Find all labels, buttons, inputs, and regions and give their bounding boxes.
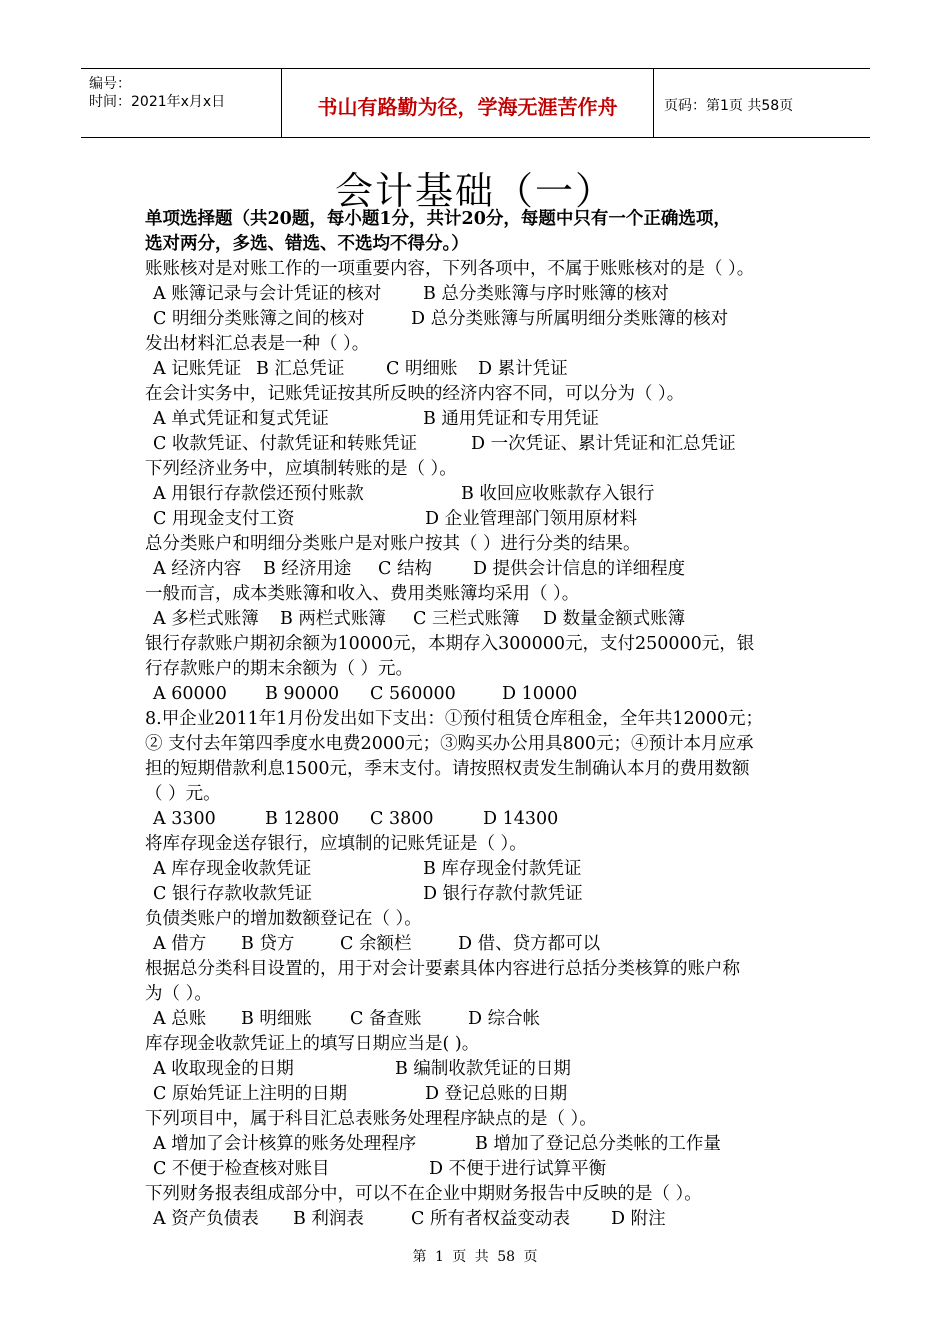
question-text-line: 担的短期借款利息1500元，季末支付。请按照权责发生制确认本月的费用数额 bbox=[145, 759, 750, 779]
answer-option: B 利润表 bbox=[293, 1209, 364, 1229]
answer-option: C 明细账 bbox=[386, 359, 458, 379]
answer-option: A 库存现金收款凭证 bbox=[153, 859, 312, 879]
answer-option: B 明细账 bbox=[241, 1009, 312, 1029]
section-heading-line-1: 单项选择题（共20题，每小题1分，共计20分，每题中只有一个正确选项， bbox=[145, 209, 731, 229]
question-text-line: 在会计实务中，记账凭证按其所反映的经济内容不同，可以分为（ ）。 bbox=[145, 384, 685, 404]
answer-option: B 两栏式账簿 bbox=[280, 609, 386, 629]
answer-option: C 3800 bbox=[370, 809, 434, 829]
answer-option: C 所有者权益变动表 bbox=[411, 1209, 570, 1229]
answer-option: B 12800 bbox=[265, 809, 340, 829]
answer-option: A 增加了会计核算的账务处理程序 bbox=[153, 1134, 417, 1154]
doc-code-label: 编号： bbox=[89, 76, 131, 92]
header-motto: 书山有路勤为径，学海无涯苦作舟 bbox=[317, 95, 618, 119]
question-text-line: 下列财务报表组成部分中，可以不在企业中期财务报告中反映的是（ ）。 bbox=[145, 1184, 702, 1204]
answer-option: B 增加了登记总分类帐的工作量 bbox=[475, 1134, 721, 1154]
question-text-line: 账账核对是对账工作的一项重要内容，下列各项中，不属于账账核对的是（ ）。 bbox=[145, 259, 755, 279]
answer-option: A 借方 bbox=[153, 934, 207, 954]
answer-option: A 账簿记录与会计凭证的核对 bbox=[153, 284, 382, 304]
answer-option: D 借、贷方都可以 bbox=[458, 934, 601, 954]
answer-option: A 收取现金的日期 bbox=[153, 1059, 294, 1079]
answer-options-row bbox=[145, 432, 825, 457]
question-text-line: 根据总分类科目设置的，用于对会计要素具体内容进行总括分类核算的账户称 bbox=[145, 959, 740, 979]
doc-date-label: 时间：2021年x月x日 bbox=[89, 94, 226, 110]
answer-options-row bbox=[145, 1157, 825, 1182]
answer-options-row bbox=[145, 882, 825, 907]
question-text-line: 银行存款账户期初余额为10000元，本期存入300000元，支付250000元，银 bbox=[145, 634, 755, 654]
question-text-line: 下列经济业务中，应填制转账的是（ ）。 bbox=[145, 459, 457, 479]
question-list bbox=[145, 257, 825, 1232]
question-text-line: 为（ ）。 bbox=[145, 984, 212, 1004]
answer-option: A 经济内容 bbox=[153, 559, 242, 579]
answer-option: C 银行存款收款凭证 bbox=[153, 884, 312, 904]
answer-option: D 数量金额式账簿 bbox=[543, 609, 686, 629]
answer-option: C 用现金支付工资 bbox=[153, 509, 295, 529]
answer-option: A 多栏式账簿 bbox=[153, 609, 259, 629]
answer-option: B 库存现金付款凭证 bbox=[423, 859, 582, 879]
answer-options-row bbox=[145, 682, 825, 707]
answer-option: C 结构 bbox=[378, 559, 432, 579]
header-page-info: 页码：第1页 共58页 bbox=[664, 98, 794, 114]
answer-option: B 通用凭证和专用凭证 bbox=[423, 409, 599, 429]
answer-option: C 备查账 bbox=[350, 1009, 422, 1029]
section-heading-line-2: 选对两分，多选、错选、不选均不得分。） bbox=[145, 234, 469, 254]
answer-option: D 总分类账簿与所属明细分类账簿的核对 bbox=[411, 309, 729, 329]
answer-option: A 用银行存款偿还预付账款 bbox=[153, 484, 364, 504]
answer-options-row bbox=[145, 857, 825, 882]
answer-options-row bbox=[145, 1082, 825, 1107]
question-text-line: 8.甲企业2011年1月份发出如下支出：①预付租赁仓库租金，全年共12000元； bbox=[145, 709, 764, 729]
answer-option: D 附注 bbox=[611, 1209, 666, 1229]
answer-option: B 汇总凭证 bbox=[256, 359, 345, 379]
document-body bbox=[145, 207, 825, 1232]
answer-option: D 登记总账的日期 bbox=[425, 1084, 568, 1104]
page-footer: 第 1 页 共 58 页 bbox=[412, 1249, 538, 1265]
answer-options-row bbox=[145, 1007, 825, 1032]
question-text-line: 发出材料汇总表是一种（ ）。 bbox=[145, 334, 370, 354]
answer-option: C 不便于检查核对账目 bbox=[153, 1159, 330, 1179]
answer-option: A 3300 bbox=[153, 809, 216, 829]
answer-option: D 10000 bbox=[502, 684, 578, 704]
header-page-cell bbox=[654, 69, 870, 137]
question-text-line: 下列项目中，属于科目汇总表账务处理程序缺点的是（ ）。 bbox=[145, 1109, 597, 1129]
answer-options-row bbox=[145, 407, 825, 432]
answer-option: A 记账凭证 bbox=[153, 359, 242, 379]
answer-option: A 单式凭证和复式凭证 bbox=[153, 409, 329, 429]
answer-option: B 经济用途 bbox=[263, 559, 352, 579]
header-motto-cell bbox=[282, 69, 654, 137]
question-text-line: 将库存现金送存银行，应填制的记账凭证是（ ）。 bbox=[145, 834, 527, 854]
answer-option: B 贷方 bbox=[241, 934, 295, 954]
answer-option: C 余额栏 bbox=[340, 934, 412, 954]
answer-options-row bbox=[145, 507, 825, 532]
answer-option: A 60000 bbox=[153, 684, 227, 704]
answer-options-row bbox=[145, 932, 825, 957]
question-text-line: 库存现金收款凭证上的填写日期应当是( )。 bbox=[145, 1034, 480, 1054]
answer-option: D 综合帐 bbox=[468, 1009, 541, 1029]
answer-option: B 总分类账簿与序时账簿的核对 bbox=[423, 284, 669, 304]
answer-options-row bbox=[145, 1132, 825, 1157]
answer-option: D 提供会计信息的详细程度 bbox=[473, 559, 686, 579]
question-text-line: ② 支付去年第四季度水电费2000元；③购买办公用具800元；④预计本月应承 bbox=[145, 734, 754, 754]
answer-option: C 明细分类账簿之间的核对 bbox=[153, 309, 365, 329]
answer-option: D 一次凭证、累计凭证和汇总凭证 bbox=[471, 434, 736, 454]
answer-option: C 三栏式账簿 bbox=[413, 609, 520, 629]
answer-options-row bbox=[145, 807, 825, 832]
answer-option: A 资产负债表 bbox=[153, 1209, 259, 1229]
answer-options-row bbox=[145, 1057, 825, 1082]
question-text-line: 负债类账户的增加数额登记在（ ）。 bbox=[145, 909, 422, 929]
answer-option: A 总账 bbox=[153, 1009, 207, 1029]
answer-option: B 编制收款凭证的日期 bbox=[395, 1059, 571, 1079]
header-info-cell bbox=[81, 69, 282, 137]
answer-options-row bbox=[145, 607, 825, 632]
answer-option: B 收回应收账款存入银行 bbox=[461, 484, 655, 504]
answer-options-row bbox=[145, 557, 825, 582]
answer-option: C 收款凭证、付款凭证和转账凭证 bbox=[153, 434, 417, 454]
document-title: 会计基础（一） bbox=[334, 169, 615, 213]
answer-option: D 企业管理部门领用原材料 bbox=[425, 509, 638, 529]
answer-option: C 原始凭证上注明的日期 bbox=[153, 1084, 347, 1104]
answer-option: B 90000 bbox=[265, 684, 340, 704]
question-text-line: 行存款账户的期末余额为（ ）元。 bbox=[145, 659, 414, 679]
answer-option: D 累计凭证 bbox=[478, 359, 568, 379]
question-text-line: 一般而言，成本类账簿和收入、费用类账簿均采用（ ）。 bbox=[145, 584, 580, 604]
answer-options-row bbox=[145, 1207, 825, 1232]
answer-options-row bbox=[145, 282, 825, 307]
answer-options-row bbox=[145, 307, 825, 332]
page-header bbox=[81, 68, 870, 138]
question-text-line: 总分类账户和明细分类账户是对账户按其（ ）进行分类的结果。 bbox=[145, 534, 641, 554]
answer-option: D 不便于进行试算平衡 bbox=[429, 1159, 607, 1179]
answer-option: C 560000 bbox=[370, 684, 456, 704]
answer-option: D 银行存款付款凭证 bbox=[423, 884, 583, 904]
answer-option: D 14300 bbox=[483, 809, 559, 829]
answer-options-row bbox=[145, 482, 825, 507]
question-text-line: （ ）元。 bbox=[145, 784, 221, 804]
answer-options-row bbox=[145, 357, 825, 382]
